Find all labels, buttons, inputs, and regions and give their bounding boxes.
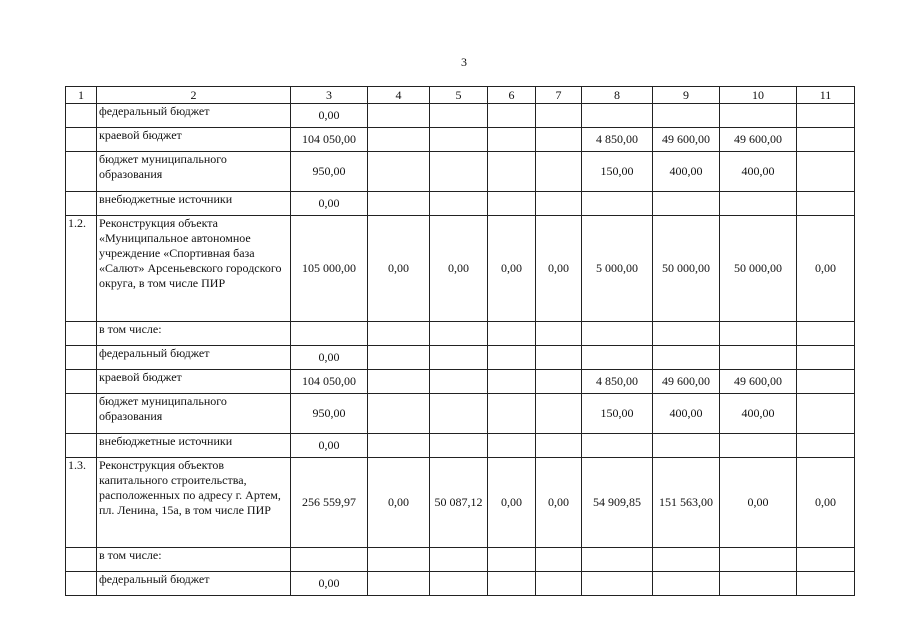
value-cell-c10 bbox=[720, 346, 797, 370]
value-cell-c6: 0,00 bbox=[488, 216, 536, 322]
value-cell-c3: 950,00 bbox=[291, 394, 368, 434]
value-cell-c3: 0,00 bbox=[291, 434, 368, 458]
value-cell-c10: 49 600,00 bbox=[720, 370, 797, 394]
value-cell-c9: 400,00 bbox=[653, 394, 720, 434]
value-cell-c8: 4 850,00 bbox=[582, 128, 653, 152]
row-name-cell: в том числе: bbox=[97, 322, 291, 346]
value-cell-c8 bbox=[582, 192, 653, 216]
table-row bbox=[66, 128, 855, 152]
value-cell-c10: 400,00 bbox=[720, 394, 797, 434]
value-cell-c9: 49 600,00 bbox=[653, 370, 720, 394]
value-cell-c4: 0,00 bbox=[368, 216, 430, 322]
value-cell-c9: 400,00 bbox=[653, 152, 720, 192]
row-index-cell bbox=[66, 346, 97, 370]
value-cell-c10: 50 000,00 bbox=[720, 216, 797, 322]
value-cell-c4 bbox=[368, 192, 430, 216]
table-row bbox=[66, 370, 855, 394]
value-cell-c4 bbox=[368, 128, 430, 152]
value-cell-c4 bbox=[368, 394, 430, 434]
row-name-cell: краевой бюджет bbox=[97, 128, 291, 152]
value-cell-c8: 150,00 bbox=[582, 394, 653, 434]
value-cell-c4: 0,00 bbox=[368, 458, 430, 548]
value-cell-c9: 50 000,00 bbox=[653, 216, 720, 322]
header-cell: 1 bbox=[66, 87, 97, 104]
value-cell-c5 bbox=[430, 572, 488, 596]
value-cell-c6 bbox=[488, 434, 536, 458]
header-cell: 6 bbox=[488, 87, 536, 104]
value-cell-c8 bbox=[582, 434, 653, 458]
row-name-cell: в том числе: bbox=[97, 548, 291, 572]
row-name-cell: внебюджетные источники bbox=[97, 192, 291, 216]
value-cell-c5 bbox=[430, 548, 488, 572]
value-cell-c7 bbox=[536, 192, 582, 216]
header-cell: 7 bbox=[536, 87, 582, 104]
value-cell-c11: 0,00 bbox=[797, 458, 855, 548]
value-cell-c6 bbox=[488, 346, 536, 370]
row-index-cell bbox=[66, 152, 97, 192]
value-cell-c10: 400,00 bbox=[720, 152, 797, 192]
value-cell-c4 bbox=[368, 572, 430, 596]
value-cell-c6 bbox=[488, 104, 536, 128]
row-name-cell: краевой бюджет bbox=[97, 370, 291, 394]
row-name-cell: Реконструкция объектов капитального строительства, расположенных по адресу г. Артем, пл. Ленина, 15а, в том числе ПИР bbox=[97, 458, 291, 548]
value-cell-c3: 104 050,00 bbox=[291, 370, 368, 394]
value-cell-c7 bbox=[536, 370, 582, 394]
value-cell-c5 bbox=[430, 370, 488, 394]
table-row bbox=[66, 152, 855, 192]
value-cell-c3: 950,00 bbox=[291, 152, 368, 192]
value-cell-c11: 0,00 bbox=[797, 216, 855, 322]
value-cell-c8: 150,00 bbox=[582, 152, 653, 192]
value-cell-c4 bbox=[368, 370, 430, 394]
value-cell-c8 bbox=[582, 104, 653, 128]
value-cell-c4 bbox=[368, 434, 430, 458]
value-cell-c4 bbox=[368, 346, 430, 370]
value-cell-c3: 105 000,00 bbox=[291, 216, 368, 322]
row-name-cell: федеральный бюджет bbox=[97, 572, 291, 596]
value-cell-c10: 49 600,00 bbox=[720, 128, 797, 152]
value-cell-c5 bbox=[430, 152, 488, 192]
value-cell-c3: 0,00 bbox=[291, 572, 368, 596]
header-cell: 11 bbox=[797, 87, 855, 104]
value-cell-c10 bbox=[720, 104, 797, 128]
value-cell-c9: 49 600,00 bbox=[653, 128, 720, 152]
table-row bbox=[66, 322, 855, 346]
budget-table bbox=[65, 86, 855, 596]
value-cell-c5 bbox=[430, 104, 488, 128]
value-cell-c9 bbox=[653, 192, 720, 216]
value-cell-c11 bbox=[797, 192, 855, 216]
row-name-cell: федеральный бюджет bbox=[97, 104, 291, 128]
table-row bbox=[66, 572, 855, 596]
value-cell-c3: 104 050,00 bbox=[291, 128, 368, 152]
value-cell-c6 bbox=[488, 322, 536, 346]
value-cell-c10 bbox=[720, 572, 797, 596]
row-name-cell: бюджет муниципального образования bbox=[97, 394, 291, 434]
value-cell-c3: 0,00 bbox=[291, 192, 368, 216]
value-cell-c10 bbox=[720, 434, 797, 458]
value-cell-c3 bbox=[291, 548, 368, 572]
value-cell-c9 bbox=[653, 346, 720, 370]
table-row bbox=[66, 434, 855, 458]
value-cell-c10: 0,00 bbox=[720, 458, 797, 548]
value-cell-c11 bbox=[797, 104, 855, 128]
row-index-cell bbox=[66, 370, 97, 394]
row-name-cell: внебюджетные источники bbox=[97, 434, 291, 458]
value-cell-c8 bbox=[582, 572, 653, 596]
value-cell-c5 bbox=[430, 434, 488, 458]
value-cell-c11 bbox=[797, 152, 855, 192]
value-cell-c9 bbox=[653, 322, 720, 346]
value-cell-c3: 0,00 bbox=[291, 346, 368, 370]
table-row bbox=[66, 458, 855, 548]
value-cell-c9 bbox=[653, 104, 720, 128]
value-cell-c11 bbox=[797, 370, 855, 394]
row-index-cell bbox=[66, 548, 97, 572]
value-cell-c6 bbox=[488, 572, 536, 596]
value-cell-c3: 0,00 bbox=[291, 104, 368, 128]
value-cell-c9 bbox=[653, 434, 720, 458]
value-cell-c10 bbox=[720, 548, 797, 572]
row-index-cell bbox=[66, 394, 97, 434]
value-cell-c7: 0,00 bbox=[536, 216, 582, 322]
value-cell-c4 bbox=[368, 322, 430, 346]
row-name-cell: Реконструкция объекта «Муниципальное автономное учреждение «Спортивная база «Салют» Арсеньевского городского округа, в том числе ПИР bbox=[97, 216, 291, 322]
value-cell-c5 bbox=[430, 128, 488, 152]
value-cell-c3: 256 559,97 bbox=[291, 458, 368, 548]
value-cell-c8 bbox=[582, 346, 653, 370]
value-cell-c6 bbox=[488, 548, 536, 572]
value-cell-c11 bbox=[797, 346, 855, 370]
table-row bbox=[66, 346, 855, 370]
value-cell-c7 bbox=[536, 572, 582, 596]
row-name-cell: федеральный бюджет bbox=[97, 346, 291, 370]
value-cell-c11 bbox=[797, 394, 855, 434]
header-row bbox=[66, 87, 855, 104]
table-row bbox=[66, 548, 855, 572]
value-cell-c8 bbox=[582, 548, 653, 572]
value-cell-c7 bbox=[536, 104, 582, 128]
header-cell: 8 bbox=[582, 87, 653, 104]
value-cell-c11 bbox=[797, 572, 855, 596]
header-cell: 5 bbox=[430, 87, 488, 104]
value-cell-c6 bbox=[488, 192, 536, 216]
header-cell: 4 bbox=[368, 87, 430, 104]
row-index-cell: 1.2. bbox=[66, 216, 97, 322]
value-cell-c7: 0,00 bbox=[536, 458, 582, 548]
value-cell-c5: 0,00 bbox=[430, 216, 488, 322]
value-cell-c8: 4 850,00 bbox=[582, 370, 653, 394]
value-cell-c5 bbox=[430, 322, 488, 346]
table-row bbox=[66, 192, 855, 216]
value-cell-c9 bbox=[653, 572, 720, 596]
value-cell-c11 bbox=[797, 322, 855, 346]
value-cell-c6 bbox=[488, 152, 536, 192]
page-number: 3 bbox=[461, 55, 467, 69]
table-row bbox=[66, 394, 855, 434]
value-cell-c10 bbox=[720, 192, 797, 216]
value-cell-c11 bbox=[797, 548, 855, 572]
value-cell-c7 bbox=[536, 346, 582, 370]
table-row bbox=[66, 104, 855, 128]
header-cell: 10 bbox=[720, 87, 797, 104]
header-cell: 3 bbox=[291, 87, 368, 104]
value-cell-c8 bbox=[582, 322, 653, 346]
value-cell-c7 bbox=[536, 152, 582, 192]
value-cell-c6 bbox=[488, 370, 536, 394]
value-cell-c4 bbox=[368, 548, 430, 572]
value-cell-c11 bbox=[797, 434, 855, 458]
value-cell-c5 bbox=[430, 394, 488, 434]
row-index-cell bbox=[66, 322, 97, 346]
value-cell-c7 bbox=[536, 394, 582, 434]
row-index-cell bbox=[66, 192, 97, 216]
value-cell-c8: 54 909,85 bbox=[582, 458, 653, 548]
value-cell-c6: 0,00 bbox=[488, 458, 536, 548]
row-name-cell: бюджет муниципального образования bbox=[97, 152, 291, 192]
header-cell: 9 bbox=[653, 87, 720, 104]
table-row bbox=[66, 216, 855, 322]
value-cell-c9 bbox=[653, 548, 720, 572]
row-index-cell bbox=[66, 128, 97, 152]
header-cell: 2 bbox=[97, 87, 291, 104]
value-cell-c5 bbox=[430, 192, 488, 216]
value-cell-c4 bbox=[368, 104, 430, 128]
value-cell-c5 bbox=[430, 346, 488, 370]
row-index-cell: 1.3. bbox=[66, 458, 97, 548]
value-cell-c6 bbox=[488, 128, 536, 152]
value-cell-c10 bbox=[720, 322, 797, 346]
value-cell-c9: 151 563,00 bbox=[653, 458, 720, 548]
value-cell-c7 bbox=[536, 548, 582, 572]
row-index-cell bbox=[66, 104, 97, 128]
row-index-cell bbox=[66, 572, 97, 596]
value-cell-c5: 50 087,12 bbox=[430, 458, 488, 548]
value-cell-c3 bbox=[291, 322, 368, 346]
row-index-cell bbox=[66, 434, 97, 458]
value-cell-c7 bbox=[536, 128, 582, 152]
value-cell-c7 bbox=[536, 434, 582, 458]
value-cell-c4 bbox=[368, 152, 430, 192]
value-cell-c6 bbox=[488, 394, 536, 434]
value-cell-c8: 5 000,00 bbox=[582, 216, 653, 322]
value-cell-c7 bbox=[536, 322, 582, 346]
value-cell-c11 bbox=[797, 128, 855, 152]
